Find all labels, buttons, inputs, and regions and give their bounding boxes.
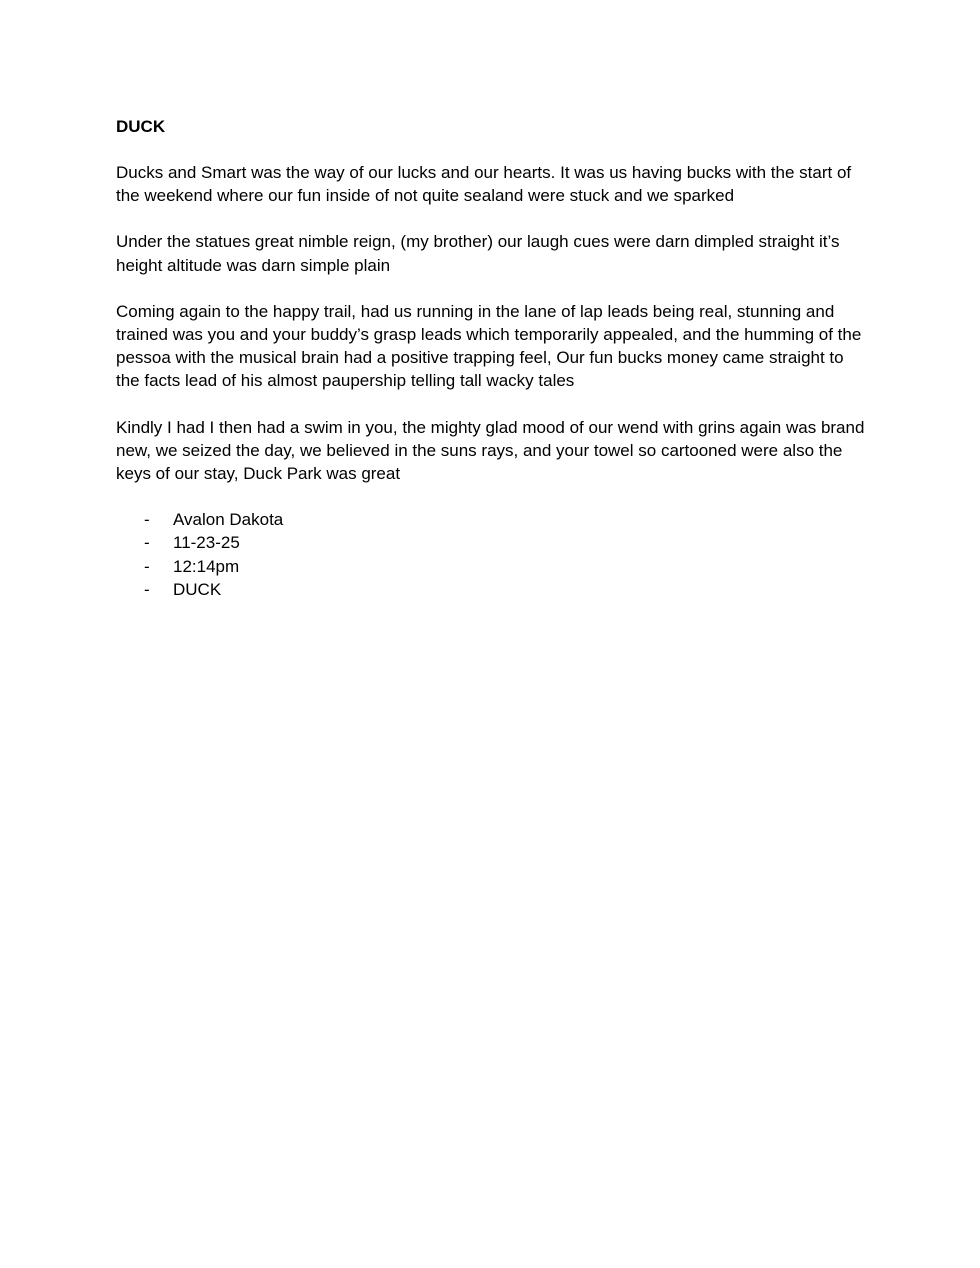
list-item-author: Avalon Dakota <box>173 510 284 530</box>
list-item <box>116 555 868 578</box>
paragraph-4: Kindly I had I then had a swim in you, the mighty glad mood of our wend with grins again was brand new, we seized the day, we believed in the suns rays, and your towel so cartooned were also the keys of our stay, Duck Park was great <box>116 417 865 484</box>
list-item-date: 11-23-25 <box>173 533 240 553</box>
list-dash: - <box>144 533 150 553</box>
list-item-time: 12:14pm <box>173 556 240 576</box>
signature-list <box>116 508 868 601</box>
list-dash: - <box>144 579 150 599</box>
paragraph-1: Ducks and Smart was the way of our lucks and our hearts. It was us having bucks with the start of the weekend where our fun inside of not quite sealand were stuck and we sparked <box>116 163 852 206</box>
list-item-title: DUCK <box>173 579 222 599</box>
paragraph-2: Under the statues great nimble reign, (my brother) our laugh cues were darn dimpled straight it’s height altitude was darn simple plain <box>116 232 840 275</box>
list-dash: - <box>144 510 150 530</box>
list-item <box>116 508 868 531</box>
paragraph-3: Coming again to the happy trail, had us running in the lane of lap leads being real, stunning and trained was you and your buddy’s grasp leads which temporarily appealed, and the humming of the pessoa with the musical brain had a positive trapping feel, Our fun bucks money came straight to the facts lead of his almost paupership telling tall wacky tales <box>116 301 862 391</box>
list-item <box>116 578 868 601</box>
document-title: DUCK <box>116 117 166 136</box>
list-item <box>116 531 868 554</box>
document-page <box>116 115 868 601</box>
list-dash: - <box>144 556 150 576</box>
